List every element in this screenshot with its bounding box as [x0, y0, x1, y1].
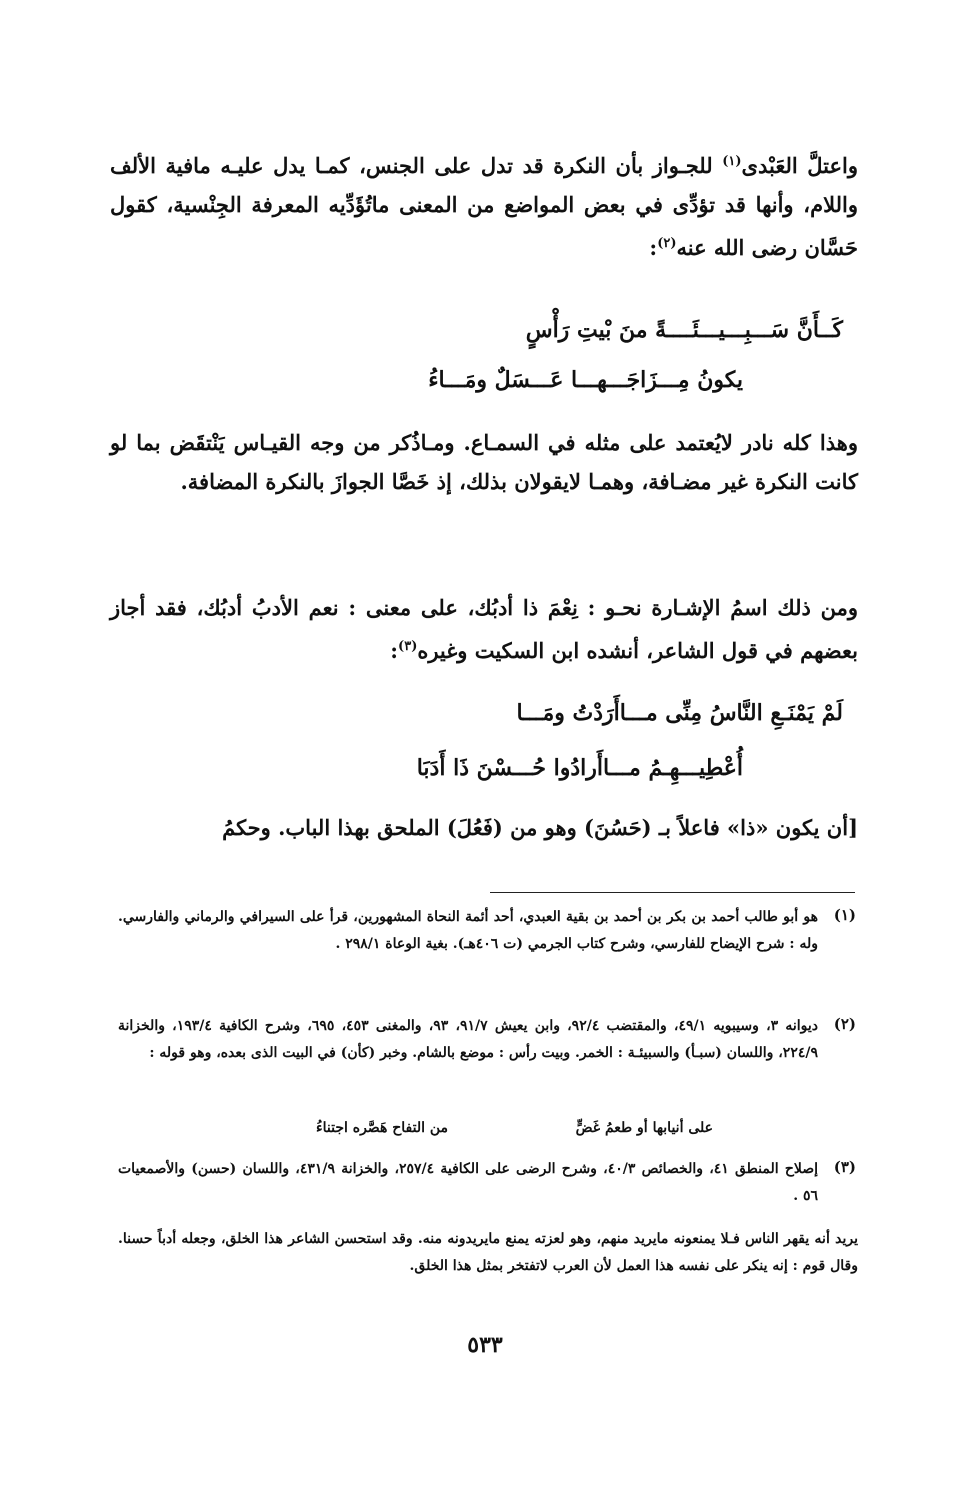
footnote-ref-2: (٢) — [657, 236, 677, 251]
verse-1-first-hemistich: كَــأَنَّ سَـــبِـــيـــئَــــةً منَ بْيتِ رَأْسٍ — [525, 317, 843, 343]
paragraph-2 — [110, 423, 858, 501]
main-text — [110, 142, 858, 267]
paragraph-3 — [110, 588, 858, 670]
paragraph-4 — [110, 808, 858, 847]
paragraph-1-start: واعتلَّ العَبْدى — [741, 153, 858, 178]
footnote-2: ديوانه ٣، وسيبويه ٤٩/١، والمقتضب ٩٢/٤، وابن يعيش ٩١/٧، ٩٣، والمغنى ٤٥٣، ٦٩٥، وشرح الكافية ١٩٣/٤، والخزانة ٢٢٤/٩، واللسان (سبـأ) والسبيئـة : الخمر. وبيت رأس : موضع بالشام. وخبر (كأن) في البيت الذى بعده، وهو قوله : — [118, 1018, 818, 1061]
paragraph-1-end: : — [649, 235, 658, 260]
footnote-ref-1: (١) — [722, 154, 742, 169]
verse-2-first-hemistich: لَمْ يَمْنَـعِ النَّاسُ مِنِّى مـــاأَرَدْتُ ومَـــا — [516, 700, 843, 726]
paragraph-3-end: : — [390, 638, 399, 663]
footnote-3-number: (٣) — [833, 1158, 856, 1176]
paragraph-1 — [110, 142, 858, 267]
footnote-2-verse-first: على أنيابها أو طعمُ غَضٍّ — [575, 1120, 713, 1136]
footnote-separator — [490, 892, 855, 893]
verse-1-second-hemistich: يكونُ مِـــزَاجَـــهـــا عَـــسَلٌ ومَـــاءُ — [428, 367, 743, 393]
paragraph-3-text: ومن ذلك اسمُ الإشـارة نحـو : نِعْمَ ذا أدبُك، على معنى : نعم الأدبُ أدبُك، فقد أجاز بعضهم في قول الشاعر، أنشده ابن السكيت وغيره — [110, 595, 858, 663]
footnote-1-number: (١) — [833, 906, 856, 924]
footnote-3: إصلاح المنطق ٤١، والخصائص ٤٠/٣، وشرح الرضى على الكافية ٢٥٧/٤، والخزانة ٤٣١/٩، واللسان (حسن) والأصمعيات ٥٦ . — [118, 1161, 818, 1204]
paragraph-1-text: للجـواز بأن النكرة قد تدل على الجنس، كمـا يدل عليـه مافية الألف واللام، وأنها قد تؤدِّى في بعض المواضع من المعنى ماتُؤَدِّيه المعرفة الجِنْسية، كقول حَسَّان رضى الله عنه — [110, 153, 858, 260]
page-number: ٥٣٣ — [467, 1332, 503, 1358]
paragraph-4-text: [أن يكون «ذا» فاعلاً بـ (حَسُنَ) وهو من (فَعُلَ) الملحق بهذا الباب. وحكمُ — [222, 815, 858, 840]
footnote-2-number: (٢) — [833, 1015, 856, 1033]
footnote-2-verse-second: من التفاح هَصَّره اجتناءُ — [316, 1120, 448, 1136]
footnote-3-explanation: يريد أنه يقهر الناس فـلا يمنعونه مايريد منهم، وهو لعزته يمنع مايريدونه منه. وقد استحسن الشاعر هذا الخلق، وجعله أدباً حسنا. وقال قوم : إنه ينكر على نفسه هذا العمل لأن العرب لاتفتخر بمثل هذا الخلق. — [118, 1231, 858, 1274]
verse-2-second-hemistich: أُعْطِيـــهِـمُ مـــاأَرادُوا حُـــسْنَ ذَا أَدَبَا — [416, 755, 743, 781]
footnote-ref-3: (٣) — [398, 639, 418, 654]
paragraph-2-text: وهذا كله نادر لايُعتمد على مثله في السمـاع. ومـاذُكر من وجه القيـاس يَنْتقَض بما لو كانت النكرة غير مضـافة، وهمـا لايقولان بذلك، إذ خَصَّا الجوازَ بالنكرة المضافة. — [110, 430, 858, 494]
footnote-1: هو أبو طالب أحمد بن بكر بن أحمد بن بقية العبدي، أحد أئمة النحاة المشهورين، قرأ على السيرافي والرماني والفارسي. وله : شرح الإيضاح للفارسي، وشرح كتاب الجرمي (ت ٤٠٦هـ). بغية الوعاة ٢٩٨/١ . — [118, 909, 818, 952]
